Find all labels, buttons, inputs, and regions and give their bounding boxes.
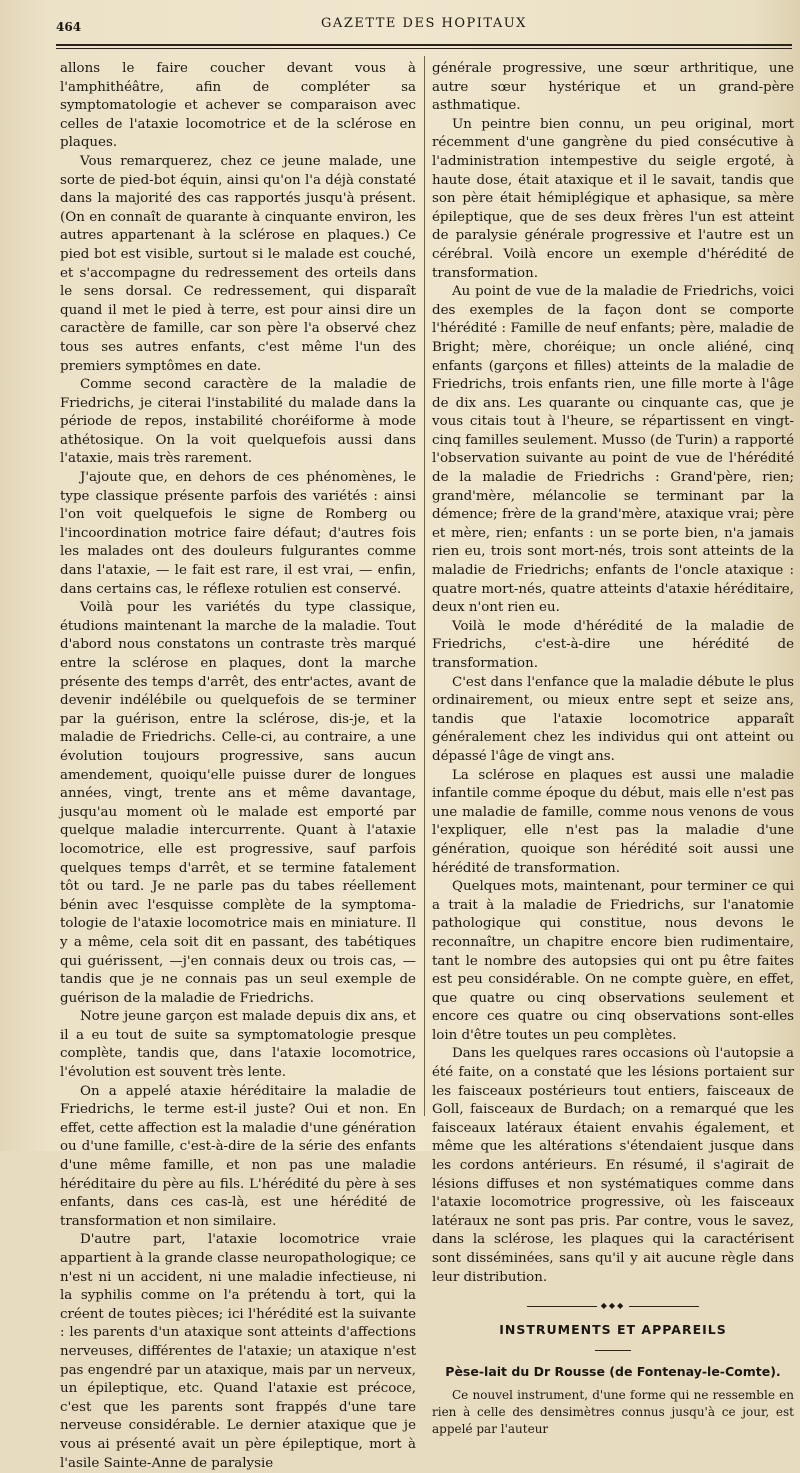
paragraph: allons le faire coucher devant vous à l'amphithéâtre, afin de compléter sa symptomatologie et achever se comparaison avec celles de l'ataxie locomotrice et de la sclérose en plaques.: [60, 61, 416, 151]
ornament-line: [629, 1306, 699, 1307]
paragraph: La sclérose en plaques est aussi une maladie infantile comme époque du début, mais elle n'est pas une maladie de famille, comme nous venons de vous l'expliquer, elle n'est pas la maladie d'une génération, quoique son hérédité soit aussi une hérédité de transformation.: [432, 767, 794, 876]
paragraph: Un peintre bien connu, un peu original, mort récemment d'une gangrène du pied consécutive à l'administration intempestive du seigle ergoté, à haute dose, était ataxique et il le savait, tandis que son père était hémiplégique et aphasique, sa mère épileptique, que de ses deux frères l'un est atteint de paralysie générale progressive et l'autre est un cérébral. Voilà encore un exemple d'hérédité de transformation.: [432, 116, 794, 281]
section-title: INSTRUMENTS ET APPAREILS: [499, 1322, 727, 1338]
header-rule-thin: [56, 48, 792, 49]
paragraph: générale progressive, une sœur arthritique, une autre sœur hystérique et un grand-père asthmatique.: [432, 61, 794, 114]
paragraph: Vous remarquerez, chez ce jeune malade, une sorte de pied-bot équin, ainsi qu'on l'a déjà constaté dans la majorité des cas rapportés jusqu'à présent. (On en connaît de quarante à cinquante environ, les autres appartenant à la sclérose en plaques.) Ce pied bot est visible, surtout si le malade est couché, et s'accompagne du redressement des orteils dans le sens dorsal. Ce redressement, qui disparaît quand il met le pied à terre, est pour ainsi dire un caractère de famille, car son père l'a observé chez tous ses autres enfants, c'est même l'un des premiers symptômes en date.: [60, 153, 416, 374]
paragraph: Voilà le mode d'hérédité de la maladie de Friedrichs, c'est-à-dire une hérédité de transformation.: [432, 618, 794, 671]
paragraph: C'est dans l'enfance que la maladie débute le plus ordinairement, ou mieux entre sept et seize ans, tandis que l'ataxie locomotrice apparaît généralement chez les individus qui ont atteint ou dépassé l'âge de vingt ans.: [432, 674, 794, 764]
paragraph: Voilà pour les variétés du type classique, étudions maintenant la marche de la maladie. Tout d'abord nous constatons un contraste très marqué entre la sclérose en plaques, dont la marche présente des temps d'arrêt, des entr'actes, avant de devenir indélébile ou quelquefois de se terminer par la guérison, entre la sclérose, dis-je, et la maladie de Friedrichs. Celle-ci, au contraire, a une évolution toujours progressive, sans aucun amendement, quoiqu'elle puisse durer de longues années, vingt, trente ans et même davantage, jusqu'au moment où le malade est emporté par quelque maladie intercurrente. Quant à l'ataxie locomotrice, elle est progressive, sauf parfois quelques temps d'arrêt, et se termine fatalement tôt ou tard. Je ne parle pas du tabes réellement bénin avec l'esquisse complète de la symptomatologie de l'ataxie locomotrice mais en miniature. Il y a même, cela soit dit en passant, des tabétiques qui guérissent, —j'en connais deux ou trois cas, — tandis que je ne connais pas un seul exemple de guérison de la maladie de Friedrichs.: [60, 600, 416, 1006]
right-column: [432, 60, 794, 1438]
page-number: 464: [56, 20, 82, 34]
section-ornament: [432, 1301, 794, 1311]
paragraph: D'autre part, l'ataxie locomotrice vraie appartient à la grande classe neuropathologique; ce n'est ni un accident, ni une maladie infectieuse, ni la syphilis comme on l'a prétendu à tort, qui la créent de toutes pièces; ici l'hérédité est la suivante : les parents d'un ataxique sont atteints d'affections nerveuses, différentes de l'ataxie; un ataxique n'est pas engendré par un ataxique, mais par un nerveux, un épileptique, etc. Quand l'ataxie est précoce, c'est que les parents sont frappés d'une tare nerveuse considérable. Le dernier ataxique que je vous ai présenté avait un père épileptique, mort à l'asile Sainte-Anne de paralysie: [60, 1232, 416, 1471]
paragraph: Quelques mots, maintenant, pour terminer ce qui a trait à la maladie de Friedrichs, sur l'anatomie pathologique qui constitue, nous devons le reconnaître, un chapitre encore bien rudimentaire, tant le nombre des autopsies qui ont pu être faites est peu considérable. On ne compte guère, en effet, que quatre ou cinq observations seulement et encore ces quatre ou cinq observations sont-elles loin d'être toutes un peu complètes.: [432, 879, 794, 1043]
column-separator: [424, 56, 425, 1116]
paragraph: On a appelé ataxie héréditaire la maladie de Friedrichs, le terme est-il juste? Oui et non. En effet, cette affection est la maladie d'une génération ou d'une famille, c'est-à-dire de la série des enfants d'une même famille, et non pas une maladie héréditaire du père au fils. L'hérédité du père à ses enfants, dans ces cas-là, est une hérédité de transformation et non similaire.: [60, 1083, 416, 1229]
paragraph: Dans les quelques rares occasions où l'autopsie a été faite, on a constaté que les lésions portaient sur les faisceaux postérieurs tout entiers, faisceaux de Goll, faisceaux de Burdach; on a remarqué que les faisceaux latéraux étaient envahis également, et même que les altérations s'étendaient jusque dans les cordons antérieurs. En résumé, il s'agirait de lésions diffuses et non systématiques comme dans l'ataxie locomotrice progressive, où les faisceaux latéraux ne sont pas pris. Par contre, vous le savez, dans la sclérose, les plaques qui la caractérisent sont disséminées, sans qu'il y ait aucune règle dans leur distribution.: [432, 1046, 794, 1285]
header-rule-thick: [56, 44, 792, 46]
article-title: Pèse-lait du Dr Rousse (de Fontenay-le-Comte).: [445, 1363, 781, 1379]
article-paragraph: Ce nouvel instrument, d'une forme qui ne ressemble en rien à celle des densimètres connus jusqu'à ce jour, est appelé par l'auteur: [432, 1388, 794, 1437]
paragraph: Au point de vue de la maladie de Friedrichs, voici des exemples de la façon dont se comporte l'hérédité : Famille de neuf enfants; père, maladie de Bright; mère, choréique; un oncle aliéné, cinq enfants (garçons et filles) atteints de la maladie de Friedrichs, trois enfants rien, une fille morte à l'âge de dix ans. Les quarante ou cinquante cas, que je vous citais tout à l'heure, se répartissent en vingt-cinq familles seulement. Musso (de Turin) a rapporté l'observation suivante au point de vue de l'hérédité de la maladie de Friedrichs : Grand'père, rien; grand'mère, mélancolie se terminant par la démence; frère de la grand'mère, ataxique vrai; père et mère, rien; enfants : un se porte bien, n'a jamais rien eu, trois sont mort-nés, trois sont atteints de la maladie de Friedrichs; enfants de l'oncle ataxique : quatre mort-nés, quatre atteints d'ataxie héréditaire, deux n'ont rien eu.: [432, 284, 794, 616]
paragraph: J'ajoute que, en dehors de ces phénomènes, le type classique présente parfois des variétés : ainsi l'on voit quelquefois le signe de Romberg ou l'incoordination motrice faire défaut; d'autres fois les malades ont des douleurs fulgurantes comme dans l'ataxie, — le fait est rare, il est vrai, — enfin, dans certains cas, le réflexe rotulien est conservé.: [60, 470, 416, 597]
paragraph: Comme second caractère de la maladie de Friedrichs, je citerai l'instabilité du malade dans la période de repos, instabilité choréiforme à mode athétosique. On la voit quelquefois aussi dans l'ataxie, mais très rarement.: [60, 377, 416, 467]
journal-title: GAZETTE DES HOPITAUX: [321, 16, 527, 31]
ornament-line: [527, 1306, 597, 1307]
section-divider: [595, 1350, 631, 1351]
page-header: [56, 14, 792, 38]
ornament-diamonds: ◆◆◆: [600, 1300, 626, 1310]
paragraph: Notre jeune garçon est malade depuis dix ans, et il a eu tout de suite sa symptomatologie presque complète, tandis que, dans l'ataxie locomotrice, l'évolution est souvent très lente.: [60, 1009, 416, 1081]
left-column: [60, 60, 416, 1473]
